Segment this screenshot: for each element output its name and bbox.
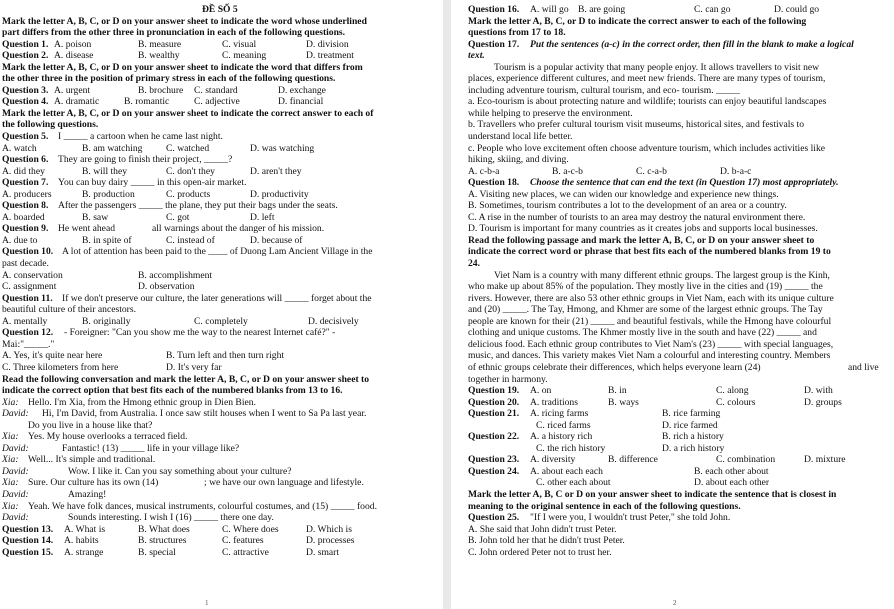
q21-option-a: A. ricing farms (530, 408, 589, 420)
q20-option-b: B. ways (608, 396, 639, 408)
q5-option-a: A. watch (2, 142, 37, 154)
q23-option-c: C. combination (716, 454, 776, 466)
q24-label: Question 24. (468, 465, 520, 477)
question-4 (2, 96, 437, 108)
dialogue-line (2, 420, 437, 432)
q3-option-c: C. standard (194, 84, 238, 96)
question-20 (468, 397, 888, 409)
passage-line (468, 362, 888, 374)
q18-option-d: D. Tourism is important for many countries as it creates jobs and supports local businesses. (468, 223, 818, 235)
q10-option-d: D. observation (138, 281, 195, 293)
dialogue-line (2, 477, 437, 489)
dialogue-speaker: David: (2, 442, 29, 454)
q24-option-d: D. about each other (694, 477, 770, 489)
q17-label: Question 17. (468, 38, 520, 50)
q22-option-a: A. a history rich (530, 431, 593, 443)
question-24-2 (468, 477, 888, 489)
dialogue-line (2, 443, 437, 455)
dialogue-speaker: Xia: (2, 396, 19, 408)
passage-line: clothing and unique customs. The Khmer mostly live in the south and have (22) _____ and (468, 327, 817, 339)
q4-option-d: D. financial (278, 96, 324, 108)
q10-option-c: C. assignment (2, 281, 57, 293)
q24-option-a: A. about each each (530, 465, 603, 477)
q6-option-a: A. did they (2, 165, 45, 177)
passage-text: Viet Nam is a country with many different ethnic groups. The largest group is the Kinh, (494, 269, 830, 281)
question-12-options-2 (2, 362, 437, 374)
q1-label: Question 1. (2, 38, 49, 50)
dialogue-text: Sounds interesting. I wish I (16) _____ there one day. (68, 512, 274, 524)
q6-option-b: B. will they (82, 165, 128, 177)
q15-option-a: A. strange (64, 546, 104, 558)
q6-option-c: C. don't they (166, 165, 215, 177)
q15-option-c: C. attractive (222, 546, 269, 558)
question-16 (468, 4, 888, 16)
q4-option-c: C. adjective (194, 96, 240, 108)
q9-option-b: B. in spite of (82, 234, 132, 246)
q13-option-c: C. Where does (222, 523, 279, 535)
q9-stem: He went ahead (58, 223, 116, 235)
q23-label: Question 23. (468, 454, 520, 466)
q20-option-a: A. traditions (530, 396, 578, 408)
q9-stem-cont: all warnings about the danger of his mission. (152, 223, 325, 235)
q2-option-c: C. meaning (222, 50, 267, 62)
sec2-heading-2: the other three in the position of primary stress in each of the following questions. (2, 73, 336, 85)
dialogue-text: Yeah. We have folk dances, musical instruments, colourful costumes, and (15) _____ food. (28, 500, 377, 512)
passage-line: people are known for their (21) _____ and beautiful festivals, while the Hmong have colourful (468, 315, 832, 327)
question-21-2 (468, 420, 888, 432)
q20-option-c: C. colours (716, 396, 756, 408)
q18-option-b: B. Sometimes, tourism contributes a lot to the development of an area or a country. (468, 200, 787, 212)
question-11-stem-cont: beautiful culture of their ancestors. (2, 304, 136, 316)
dialogue-line (2, 466, 437, 478)
q1-option-b: B. measure (138, 38, 182, 50)
q11-stem: If we don't preserve our culture, the later generations will _____ forget about the (62, 292, 372, 304)
q17-sentence-a: a. Eco-tourism is about protecting nature and wildlife; tourists can enjoy beautiful landscapes (468, 96, 827, 108)
q17-instruction-text: Put the sentences (a-c) in the correct order, then fill in the blank to make a logical (530, 38, 854, 50)
q20-label: Question 20. (468, 396, 520, 408)
q8-option-d: D. left (250, 211, 275, 223)
question-14 (2, 535, 437, 547)
q10-label: Question 10. (2, 246, 54, 258)
q23-option-b: B. difference (608, 454, 658, 466)
sec5-heading-2: questions from 17 to 18. (468, 27, 566, 39)
q17-sentence-c-cont: hiking, skiing, and diving. (468, 154, 569, 166)
dialogue-line (2, 489, 437, 501)
passage-text: of ethnic groups celebrate their differences, which helps everyone learn (24) (468, 361, 761, 373)
question-10-options-2 (2, 281, 437, 293)
dialogue-text: Wow. I like it. Can you say something about your culture? (68, 465, 292, 477)
q2-option-a: A. disease (54, 50, 94, 62)
q17-text-line (468, 62, 888, 74)
q12-option-b: B. Turn left and then turn right (166, 350, 285, 362)
q9-option-a: A. due to (2, 234, 38, 246)
q19-option-c: C. along (716, 385, 749, 397)
q11-label: Question 11. (2, 292, 53, 304)
q16-label: Question 16. (468, 4, 520, 15)
q3-label: Question 3. (2, 84, 49, 96)
sec1-heading-2: part differs from the other three in pronunciation in each of the following questions. (2, 27, 346, 39)
q17-instruction (468, 39, 888, 51)
q4-option-b: B. romantic (124, 96, 170, 108)
dialogue-text: Fantastic! (13) _____ life in your village like? (62, 442, 240, 454)
q17-option-b: B. a-c-b (552, 165, 583, 177)
q6-option-d: D. aren't they (250, 165, 302, 177)
q24-option-b: B. each other about (694, 465, 769, 477)
q17-text-line: including adventure tourism, cultural tourism, and eco- tourism. _____ (468, 84, 741, 96)
dialogue-line (2, 454, 437, 466)
q4-label: Question 4. (2, 96, 49, 108)
question-22-2 (468, 443, 888, 455)
q22-option-c: C. the rich history (536, 442, 606, 454)
q17-sentence-c: c. People who love excitement often choose adventure tourism, which includes activities like (468, 142, 825, 154)
q9-label: Question 9. (2, 223, 49, 235)
question-9-options (2, 235, 437, 247)
q23-option-a: A. diversity (530, 454, 576, 466)
q25-stem: "If I were you, I wouldn't trust Peter," she told John. (530, 512, 731, 524)
question-24-1 (468, 466, 888, 478)
q8-option-c: C. got (166, 211, 190, 223)
q7-label: Question 7. (2, 177, 49, 189)
sec7-heading-1: Mark the letter A, B, C or D on your answer sheet to indicate the sentence that is closest in (468, 488, 837, 500)
sec3-heading-2: the following questions. (2, 119, 99, 131)
q15-option-b: B. special (138, 546, 176, 558)
question-10-stem (2, 246, 437, 258)
q15-option-d: D. smart (306, 546, 340, 558)
question-7-options (2, 189, 437, 201)
q5-option-d: D. was watching (250, 142, 315, 154)
question-5-stem (2, 131, 437, 143)
q17-option-d: D. b-a-c (720, 165, 752, 177)
question-6-stem (2, 154, 437, 166)
q3-option-d: D. exchange (278, 84, 326, 96)
q23-option-d: D. mixture (804, 454, 846, 466)
q3-option-b: B. brochure (138, 84, 184, 96)
q10-option-b: B. accomplishment (138, 269, 213, 281)
right-column (468, 4, 888, 558)
dialogue-text: Yes. My house overlooks a terraced field. (28, 431, 188, 443)
dialogue-speaker: Xia: (2, 477, 19, 489)
q9-option-d: D. because of (250, 234, 303, 246)
question-19 (468, 385, 888, 397)
q20-option-d: D. groups (804, 396, 842, 408)
q7-stem: You can buy dairy _____ in this open-air market. (58, 177, 247, 189)
question-8-options (2, 212, 437, 224)
q25-option-c: C. John ordered Peter not to trust her. (468, 546, 612, 558)
question-9-stem (2, 223, 437, 235)
question-21-1 (468, 408, 888, 420)
q6-stem: They are going to finish their project, _____? (58, 154, 233, 166)
question-10-stem-cont: past decade. (2, 258, 49, 270)
q17-instruction-cont: text. (468, 50, 485, 62)
left-column (2, 4, 437, 558)
q17-sentence-b: b. Travellers who prefer cultural tourism visit museums, historical sites, and festivals to (468, 119, 804, 131)
q7-option-b: B. production (82, 188, 135, 200)
dialogue-line (2, 397, 437, 409)
question-10-options-1 (2, 270, 437, 282)
q7-option-d: D. productivity (250, 188, 309, 200)
dialogue-line (2, 408, 437, 420)
question-7-stem (2, 177, 437, 189)
passage-line: delicious food. Each ethnic group contributes to Viet Nam's (23) _____ with special languages, (468, 338, 834, 350)
sec1-heading-1: Mark the letter A, B, C, or D on your answer sheet to indicate the word whose underlined (2, 15, 367, 27)
page-number: 2 (673, 599, 677, 607)
q4-option-a: A. dramatic (54, 96, 100, 108)
q13-option-a: A. What is (64, 523, 106, 535)
q25-option-a: A. She said that John didn't trust Peter. (468, 523, 617, 535)
q5-option-b: B. am watching (82, 142, 143, 154)
question-23 (468, 454, 888, 466)
q22-option-b: B. rich a history (662, 431, 724, 443)
q7-option-c: C. products (166, 188, 211, 200)
q1-option-a: A. poison (54, 38, 92, 50)
q8-option-b: B. saw (82, 211, 109, 223)
question-8-stem (2, 200, 437, 212)
dialogue-speaker: Xia: (2, 500, 19, 512)
dialogue-text: Do you live in a house like that? (28, 419, 153, 431)
dialogue-text: Sure. Our culture has its own (14) (28, 477, 159, 489)
passage-line: and (20) _____. The Tay, Hmong, and Khmer are some of the largest ethnic groups. The Tay (468, 304, 823, 316)
question-13 (2, 524, 437, 536)
q3-option-a: A. urgent (54, 84, 91, 96)
sec2-heading-1: Mark the letter A, B, C, or D on your answer sheet to indicate the word that differs from (2, 61, 363, 73)
q22-label: Question 22. (468, 431, 520, 443)
question-2 (2, 50, 437, 62)
passage-line: together in harmony. (468, 373, 548, 385)
question-12-stem (2, 327, 437, 339)
sec5-heading-1: Mark the letter A, B, C, or D to indicate the correct answer to each of the following (468, 15, 807, 27)
q2-option-d: D. treatment (306, 50, 354, 62)
dialogue-line (2, 512, 437, 524)
q18-instruction (468, 177, 888, 189)
q11-option-d: D. decisively (308, 315, 359, 327)
question-1 (2, 39, 437, 51)
q22-option-d: D. a rich history (662, 442, 725, 454)
q5-stem: I _____ a cartoon when he came last night. (58, 131, 223, 143)
q19-label: Question 19. (468, 385, 520, 397)
q5-label: Question 5. (2, 131, 49, 143)
q11-option-b: B. originally (82, 315, 131, 327)
question-6-options (2, 166, 437, 178)
q2-option-b: B. wealthy (138, 50, 180, 62)
q24-option-c: C. other each about (536, 477, 611, 489)
q13-option-b: B. What does (138, 523, 190, 535)
q8-option-a: A. boarded (2, 211, 45, 223)
q16-option-a: A. will go (530, 4, 569, 15)
q21-option-c: C. riced farms (536, 419, 591, 431)
dialogue-speaker: David: (2, 512, 29, 524)
q21-label: Question 21. (468, 408, 520, 420)
sec6-heading-3: 24. (468, 258, 480, 270)
q9-option-c: C. instead of (166, 234, 215, 246)
q21-option-b: B. rice farming (662, 408, 721, 420)
q18-option-a: A. Visiting new places, we can widen our knowledge and experience new things. (468, 188, 779, 200)
passage-line: music, and dances. This variety makes Viet Nam a colourful and interesting country. Members (468, 350, 831, 362)
q21-option-d: D. rice farmed (662, 419, 718, 431)
q7-option-a: A. producers (2, 188, 52, 200)
sec4-heading-1: Read the following conversation and mark the letter A, B, C, or D on your answer sheet to (2, 373, 370, 385)
q10-stem: A lot of attention has been paid to the ____ of Duong Lam Ancient Village in the (62, 246, 373, 258)
q19-option-b: B. in (608, 385, 627, 397)
question-3 (2, 85, 437, 97)
q15-label: Question 15. (2, 546, 54, 558)
passage-line: rivers. However, there are also 53 other ethnic groups in Viet Nam, each with its unique culture (468, 292, 834, 304)
question-15 (2, 547, 437, 559)
question-17-options (468, 166, 888, 178)
question-11-options (2, 316, 437, 328)
dialogue-speaker: David: (2, 465, 29, 477)
q5-option-c: C. watched (166, 142, 210, 154)
question-11-stem (2, 293, 437, 305)
question-22-1 (468, 431, 888, 443)
q14-option-d: D. processes (306, 535, 355, 547)
q8-label: Question 8. (2, 200, 49, 212)
q17-text: Tourism is a popular activity that many people enjoy. It allows travellers to visit new (494, 61, 820, 73)
q12-option-d: D. It's very far (166, 361, 222, 373)
q17-sentence-b-cont: understand local life better. (468, 131, 573, 143)
q17-sentence-a-cont: while helping to preserve the environment. (468, 107, 633, 119)
q14-option-c: C. features (222, 535, 264, 547)
q8-stem: After the passengers _____ the plane, they put their bags under the seats. (58, 200, 338, 212)
passage-text-end: and live (848, 361, 879, 373)
passage-line: who make up about 85% of the population. They mostly live in the cities and (19) _____ the (468, 281, 823, 293)
q16-option-d: D. could go (774, 4, 820, 15)
sec7-heading-2: meaning to the original sentence in each of the following questions. (468, 500, 741, 512)
sec3-heading-1: Mark the letter A, B, C, or D on your answer sheet to indicate the correct answer to each of (2, 107, 374, 119)
page-gutter (443, 0, 451, 609)
q1-option-d: D. division (306, 38, 349, 50)
q16-option-b: B. are going (578, 4, 626, 15)
dialogue-line (2, 431, 437, 443)
dialogue-text: Amazing! (68, 488, 107, 500)
q19-option-d: D. with (804, 385, 833, 397)
q18-instruction-text: Choose the sentence that can end the text (in Question 17) most appropriately. (530, 177, 839, 189)
q17-option-c: C. c-a-b (636, 165, 667, 177)
q25-label: Question 25. (468, 512, 520, 524)
sec6-heading-2: indicate the correct word or phrase that best fits each of the numbered blanks from 19 to (468, 246, 831, 258)
q12-label: Question 12. (2, 327, 54, 339)
q17-text-line: places, experience different cultures, and meet new friends. There are many types of tourism, (468, 73, 826, 85)
dialogue-speaker: Xia: (2, 454, 19, 466)
q18-option-c: C. A rise in the number of tourists to an area may destroy the natural environment there. (468, 211, 806, 223)
page-left (0, 0, 443, 609)
dialogue-line (2, 501, 437, 513)
q14-label: Question 14. (2, 535, 54, 547)
page-right (451, 0, 894, 609)
q18-label: Question 18. (468, 177, 520, 189)
dialogue-text: Well... It's simple and traditional. (28, 454, 156, 466)
q10-option-a: A. conservation (2, 269, 63, 281)
sec6-heading-1: Read the following passage and mark the letter A, B, C, or D on your answer sheet to (468, 234, 815, 246)
dialogue-speaker: Xia: (2, 431, 19, 443)
q13-label: Question 13. (2, 523, 54, 535)
question-12-stem-cont: Mai:"_____." (2, 338, 55, 350)
dialogue-text: Hi, I'm David, from Australia. I once saw stilt houses when I went to Sa Pa last year. (42, 408, 367, 420)
q17-option-a: A. c-b-a (468, 165, 500, 177)
q1-option-c: C. visual (222, 38, 257, 50)
q2-label: Question 2. (2, 50, 49, 62)
q11-option-c: C. completely (194, 315, 248, 327)
q12-option-c: C. Three kilometers from here (2, 361, 119, 373)
q12-stem: - Foreigner: "Can you show me the way to the nearest Internet café?" - (64, 327, 336, 339)
dialogue-speaker: David: (2, 488, 29, 500)
q19-option-a: A. on (530, 385, 552, 397)
q12-option-a: A. Yes, it's quite near here (2, 350, 103, 362)
q16-option-c: C. can go (694, 4, 731, 15)
q11-option-a: A. mentally (2, 315, 48, 327)
question-25-stem (468, 512, 888, 524)
doc-title: ĐỀ SỐ 5 (202, 4, 238, 15)
question-12-options-1 (2, 350, 437, 362)
page-number: 1 (205, 599, 209, 607)
q14-option-b: B. structures (138, 535, 187, 547)
q6-label: Question 6. (2, 154, 49, 166)
q14-option-a: A. habits (64, 535, 99, 547)
passage-line (468, 270, 888, 282)
doc-title-line (2, 4, 437, 16)
dialogue-text-cont: ; we have our own language and lifestyle. (204, 477, 364, 489)
q13-option-d: D. Which is (306, 523, 352, 535)
dialogue-speaker: David: (2, 408, 29, 420)
q25-option-b: B. John told her that he didn't trust Peter. (468, 535, 625, 547)
sec4-heading-2: indicate the correct option that best fits each of the numbered blanks from 13 to 16. (2, 385, 343, 397)
dialogue-text: Hello. I'm Xia, from the Hmong ethnic group in Dien Bien. (28, 396, 256, 408)
question-5-options (2, 143, 437, 155)
